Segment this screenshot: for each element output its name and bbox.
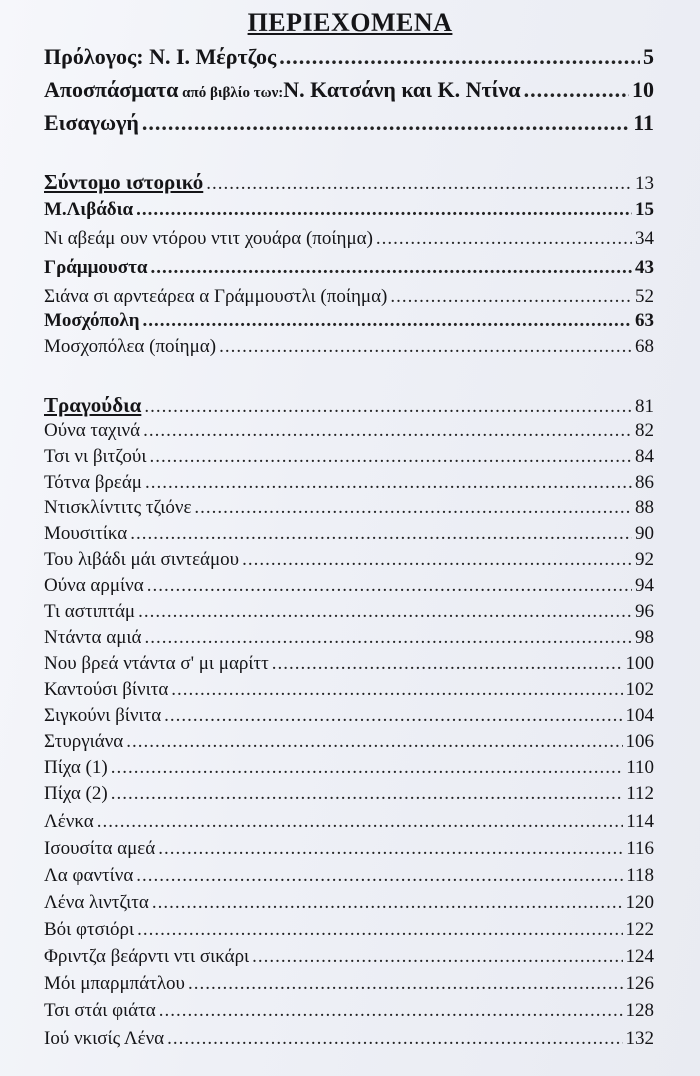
entry-label: Γράμμουστα bbox=[44, 257, 148, 278]
entry-page: 122 bbox=[625, 919, 654, 940]
toc-entry bbox=[44, 472, 654, 498]
entry-page: 100 bbox=[625, 653, 654, 674]
dot-leader bbox=[376, 228, 632, 250]
section-title: Τραγούδια bbox=[44, 393, 142, 417]
dot-leader bbox=[194, 497, 632, 519]
dot-leader bbox=[142, 110, 630, 136]
entry-page: 88 bbox=[635, 497, 654, 518]
toc-entry bbox=[44, 310, 654, 336]
entry-label: Τσι νι βιτζούι bbox=[44, 446, 147, 467]
toc-entry bbox=[44, 705, 654, 731]
entry-label: Καντούσι βίνιτα bbox=[44, 679, 169, 700]
dot-leader bbox=[145, 472, 632, 494]
page-title: ΠΕΡΙΕΧΟΜΕΝΑ bbox=[247, 8, 453, 37]
toc-entry bbox=[44, 1000, 654, 1026]
toc-entry bbox=[44, 336, 654, 362]
entry-page: 86 bbox=[635, 472, 654, 493]
dot-leader bbox=[143, 420, 632, 442]
dot-leader bbox=[524, 77, 629, 103]
dot-leader bbox=[126, 731, 622, 753]
entry-page: 10 bbox=[632, 77, 654, 102]
toc-entry bbox=[44, 286, 654, 312]
toc-entry bbox=[44, 497, 654, 523]
entry-page: 68 bbox=[635, 336, 654, 357]
section-title: Σύντομο ιστορικό bbox=[44, 170, 204, 194]
entry-label: Στυργιάνα bbox=[44, 731, 124, 752]
entry-label: Φριντζα βεάρντι ντι σικάρι bbox=[44, 946, 250, 967]
entry-page: 11 bbox=[633, 110, 654, 135]
entry-label: Τσι στάι φιάτα bbox=[44, 1000, 156, 1021]
entry-page: 13 bbox=[635, 173, 654, 194]
dot-leader bbox=[188, 973, 623, 995]
entry-label: Βόι φτσιόρι bbox=[44, 919, 135, 940]
entry-label: Εισαγωγή bbox=[44, 110, 139, 135]
dot-leader bbox=[158, 838, 623, 860]
dot-leader bbox=[390, 286, 632, 308]
dot-leader bbox=[137, 919, 622, 941]
entry-page: 126 bbox=[625, 973, 654, 994]
dot-leader bbox=[272, 653, 623, 675]
entry-label: Λένκα bbox=[44, 811, 94, 832]
toc-entry bbox=[44, 420, 654, 446]
dot-leader bbox=[219, 336, 632, 358]
entry-label-part: Ν. Κατσάνη και Κ. Ντίνα bbox=[283, 77, 521, 102]
entry-label: Ισουσίτα αμεά bbox=[44, 838, 156, 859]
entry-label: Του λιβάδι μάι σιντεάμου bbox=[44, 549, 240, 570]
toc-entry bbox=[44, 199, 654, 225]
toc-entry-excerpts bbox=[44, 77, 654, 103]
dot-leader bbox=[136, 199, 632, 221]
toc-entry bbox=[44, 446, 654, 472]
toc-entry bbox=[44, 627, 654, 653]
entry-label: Μοσχόπολη bbox=[44, 310, 140, 331]
entry-page: 98 bbox=[635, 627, 654, 648]
toc-entry bbox=[44, 757, 654, 783]
toc-entry bbox=[44, 838, 654, 864]
dot-leader bbox=[143, 310, 632, 332]
entry-page: 120 bbox=[625, 892, 654, 913]
entry-label: Πρόλογος: Ν. Ι. Μέρτζος bbox=[44, 44, 277, 69]
toc-entry bbox=[44, 523, 654, 549]
entry-label: Σιγκούνι βίνιτα bbox=[44, 705, 162, 726]
entry-page: 92 bbox=[635, 549, 654, 570]
toc-entry bbox=[44, 865, 654, 891]
dot-leader bbox=[111, 757, 623, 779]
entry-label: Νου βρεά ντάντα σ' μι μαρίττ bbox=[44, 653, 269, 674]
entry-page: 90 bbox=[635, 523, 654, 544]
toc-entry bbox=[44, 946, 654, 972]
toc-entry bbox=[44, 783, 654, 809]
toc-entry-introduction bbox=[44, 110, 654, 136]
toc-entry bbox=[44, 601, 654, 627]
entry-page: 128 bbox=[625, 1000, 654, 1021]
entry-label: Μόι μπαρμπάτλου bbox=[44, 973, 185, 994]
dot-leader bbox=[136, 865, 623, 887]
entry-label: Μοσχοπόλεα (ποίημα) bbox=[44, 336, 217, 357]
entry-page: 132 bbox=[625, 1028, 654, 1049]
entry-page: 114 bbox=[626, 811, 654, 832]
entry-page: 96 bbox=[635, 601, 654, 622]
entry-label: Λα φαντίνα bbox=[44, 865, 134, 886]
entry-label: Μουσιτίκα bbox=[44, 523, 128, 544]
section-heading-history bbox=[44, 170, 654, 196]
entry-page: 116 bbox=[626, 838, 654, 859]
entry-label: Σιάνα σι αρντεάρεα α Γράμμουστλι (ποίημα) bbox=[44, 286, 388, 307]
entry-label: Λένα λιντζιτα bbox=[44, 892, 149, 913]
dot-leader bbox=[167, 1028, 622, 1050]
entry-page: 84 bbox=[635, 446, 654, 467]
entry-label: Ούνα ταχινά bbox=[44, 420, 141, 441]
section-heading-songs bbox=[44, 393, 654, 419]
entry-page: 34 bbox=[635, 228, 654, 249]
entry-page: 15 bbox=[635, 199, 654, 220]
entry-page: 106 bbox=[625, 731, 654, 752]
entry-page: 63 bbox=[635, 310, 654, 331]
dot-leader bbox=[138, 601, 632, 623]
dot-leader bbox=[164, 705, 622, 727]
entry-page: 118 bbox=[626, 865, 654, 886]
entry-page: 112 bbox=[626, 783, 654, 804]
entry-page: 104 bbox=[625, 705, 654, 726]
dot-leader bbox=[242, 549, 632, 571]
entry-label: Ιού νκισίς Λένα bbox=[44, 1028, 165, 1049]
dot-leader bbox=[206, 173, 632, 195]
entry-page: 82 bbox=[635, 420, 654, 441]
entry-label-part: Αποσπάσματα bbox=[44, 77, 179, 102]
entry-page: 5 bbox=[643, 44, 654, 69]
toc-entry bbox=[44, 973, 654, 999]
toc-entry bbox=[44, 575, 654, 601]
entry-page: 81 bbox=[635, 396, 654, 417]
toc-entry bbox=[44, 1028, 654, 1054]
entry-page: 52 bbox=[635, 286, 654, 307]
toc-entry bbox=[44, 549, 654, 575]
dot-leader bbox=[97, 811, 623, 833]
entry-label-part: από βιβλίο των: bbox=[178, 85, 284, 101]
dot-leader bbox=[159, 1000, 623, 1022]
entry-label: Τι αστιπτάμ bbox=[44, 601, 136, 622]
dot-leader bbox=[171, 679, 622, 701]
dot-leader bbox=[150, 257, 632, 279]
entry-label: Πίχα (1) bbox=[44, 757, 108, 778]
toc-entry bbox=[44, 228, 654, 254]
dot-leader bbox=[111, 783, 623, 805]
entry-page: 110 bbox=[626, 757, 654, 778]
entry-label: Μ.Λιβάδια bbox=[44, 199, 134, 220]
entry-page: 102 bbox=[625, 679, 654, 700]
toc-entry-prologue bbox=[44, 44, 654, 70]
toc-entry bbox=[44, 731, 654, 757]
toc-entry bbox=[44, 679, 654, 705]
entry-label: Ντισκλίντιτς τζιόνε bbox=[44, 497, 192, 518]
entry-label: Πίχα (2) bbox=[44, 783, 108, 804]
entry-label bbox=[44, 77, 521, 103]
dot-leader bbox=[147, 575, 632, 597]
toc-entry bbox=[44, 892, 654, 918]
dot-leader bbox=[144, 627, 632, 649]
dot-leader bbox=[152, 892, 623, 914]
entry-label: Ούνα αρμίνα bbox=[44, 575, 144, 596]
dot-leader bbox=[130, 523, 632, 545]
entry-label: Νι αβεάμ ουν ντόρου ντιτ χουάρα (ποίημα) bbox=[44, 228, 373, 249]
dot-leader bbox=[144, 396, 632, 418]
entry-page: 94 bbox=[635, 575, 654, 596]
entry-label: Τότνα βρεάμ bbox=[44, 472, 142, 493]
dot-leader bbox=[252, 946, 622, 968]
toc-entry bbox=[44, 919, 654, 945]
toc-entry bbox=[44, 257, 654, 283]
entry-page: 43 bbox=[635, 257, 654, 278]
dot-leader bbox=[149, 446, 632, 468]
toc-entry bbox=[44, 811, 654, 837]
dot-leader bbox=[279, 44, 640, 70]
toc-entry bbox=[44, 653, 654, 679]
entry-label: Ντάντα αμιά bbox=[44, 627, 142, 648]
entry-page: 124 bbox=[625, 946, 654, 967]
